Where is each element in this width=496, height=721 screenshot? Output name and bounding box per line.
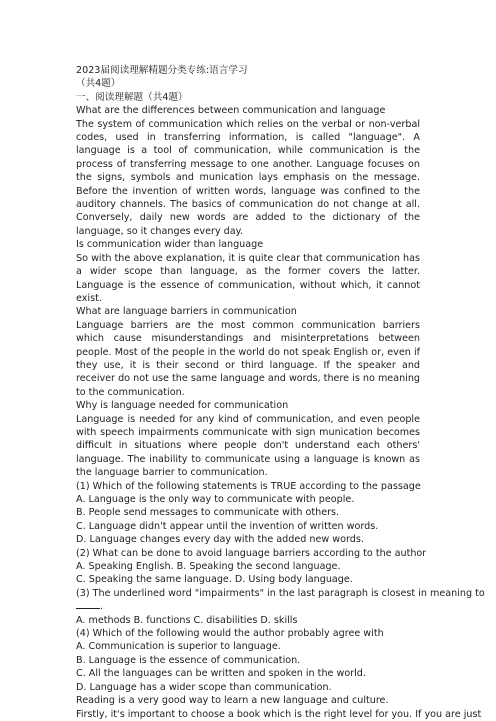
question-1-option-b: B. People send messages to communicate with others. bbox=[76, 507, 340, 519]
question-1-option-d: D. Language changes every day with the added new words. bbox=[76, 534, 364, 546]
question-4-option-a: A. Communication is superior to language. bbox=[76, 641, 281, 653]
passage-title: What are the differences between communication and language bbox=[76, 105, 386, 117]
question-1-option-a: A. Language is the only way to communicate with people. bbox=[76, 494, 355, 505]
question-4: (4) Which of the following would the author probably agree with bbox=[76, 628, 384, 640]
question-2-options-cd: C. Speaking the same language. D. Using body language. bbox=[76, 574, 353, 586]
question-3-options: A. methods B. functions C. disabilities D. skills bbox=[76, 614, 298, 626]
question-4-option-b: B. Language is the essence of communication. bbox=[76, 654, 301, 666]
question-1-option-c: C. Language didn't appear until the invention of written words. bbox=[76, 520, 379, 532]
paragraph-4: Language is needed for any kind of communication, and even people with speech impairments communicate with sign munication becomes difficult in situations where people don't understand each others' language. The inability to communicate using a language is known as the language barrier to communication. bbox=[76, 413, 420, 479]
question-count: （共4题） bbox=[76, 78, 121, 90]
question-2-options-ab: A. Speaking English. B. Speaking the second language. bbox=[76, 561, 341, 573]
doc-title: 2023届阅读理解精题分类专练:语言学习 bbox=[76, 65, 248, 76]
question-3: (3) The underlined word "impairments" in the last paragraph is closest in meaning to bbox=[76, 587, 485, 599]
question-3-blank-period: . bbox=[100, 601, 104, 613]
heading-4: Why is language needed for communication bbox=[76, 400, 289, 412]
question-1: (1) Which of the following statements is TRUE according to the passage bbox=[76, 480, 421, 492]
heading-2: Is communication wider than language bbox=[76, 239, 264, 251]
question-4-option-c: C. All the languages can be written and spoken in the world. bbox=[76, 668, 366, 680]
paragraph-5-line-2: Firstly, it's important to choose a book which is the right level for you. If you are just bbox=[76, 708, 482, 720]
question-3-blank-line bbox=[76, 600, 420, 613]
paragraph-3: Language barriers are the most common communication barriers which cause misunderstandings and misinterpretations between people. Most of the people in the world do not speak English or, even if they use, it is their second or third language. If the speaker and receiver do not use the same language and words, there is no meaning to the communication. bbox=[76, 319, 420, 398]
section-heading: 一、阅读理解题（共4题） bbox=[76, 91, 188, 103]
heading-3: What are language barriers in communication bbox=[76, 306, 297, 318]
paragraph-2: So with the above explanation, it is quite clear that communication has a wider scope than language, as the former covers the latter. Language is the essence of communication, without which, it cannot exist. bbox=[76, 252, 420, 304]
question-4-option-d: D. Language has a wider scope than communication. bbox=[76, 681, 332, 693]
paragraph-5-line-1: Reading is a very good way to learn a new language and culture. bbox=[76, 695, 389, 707]
answer-blank bbox=[76, 600, 100, 609]
question-2: (2) What can be done to avoid language barriers according to the author bbox=[76, 547, 427, 559]
paragraph-1: The system of communication which relies on the verbal or non-verbal codes, used in transferring information, is called "language". A language is a tool of communication, while communication is the process of transferring message to one another. Language focuses on the signs, symbols and munication lays emphasis on the message. Before the invention of written words, language was confined to the auditory channels. The basics of communication do not change at all. Conversely, daily new words are added to the dictionary of the language, so it changes every day. bbox=[76, 118, 420, 237]
